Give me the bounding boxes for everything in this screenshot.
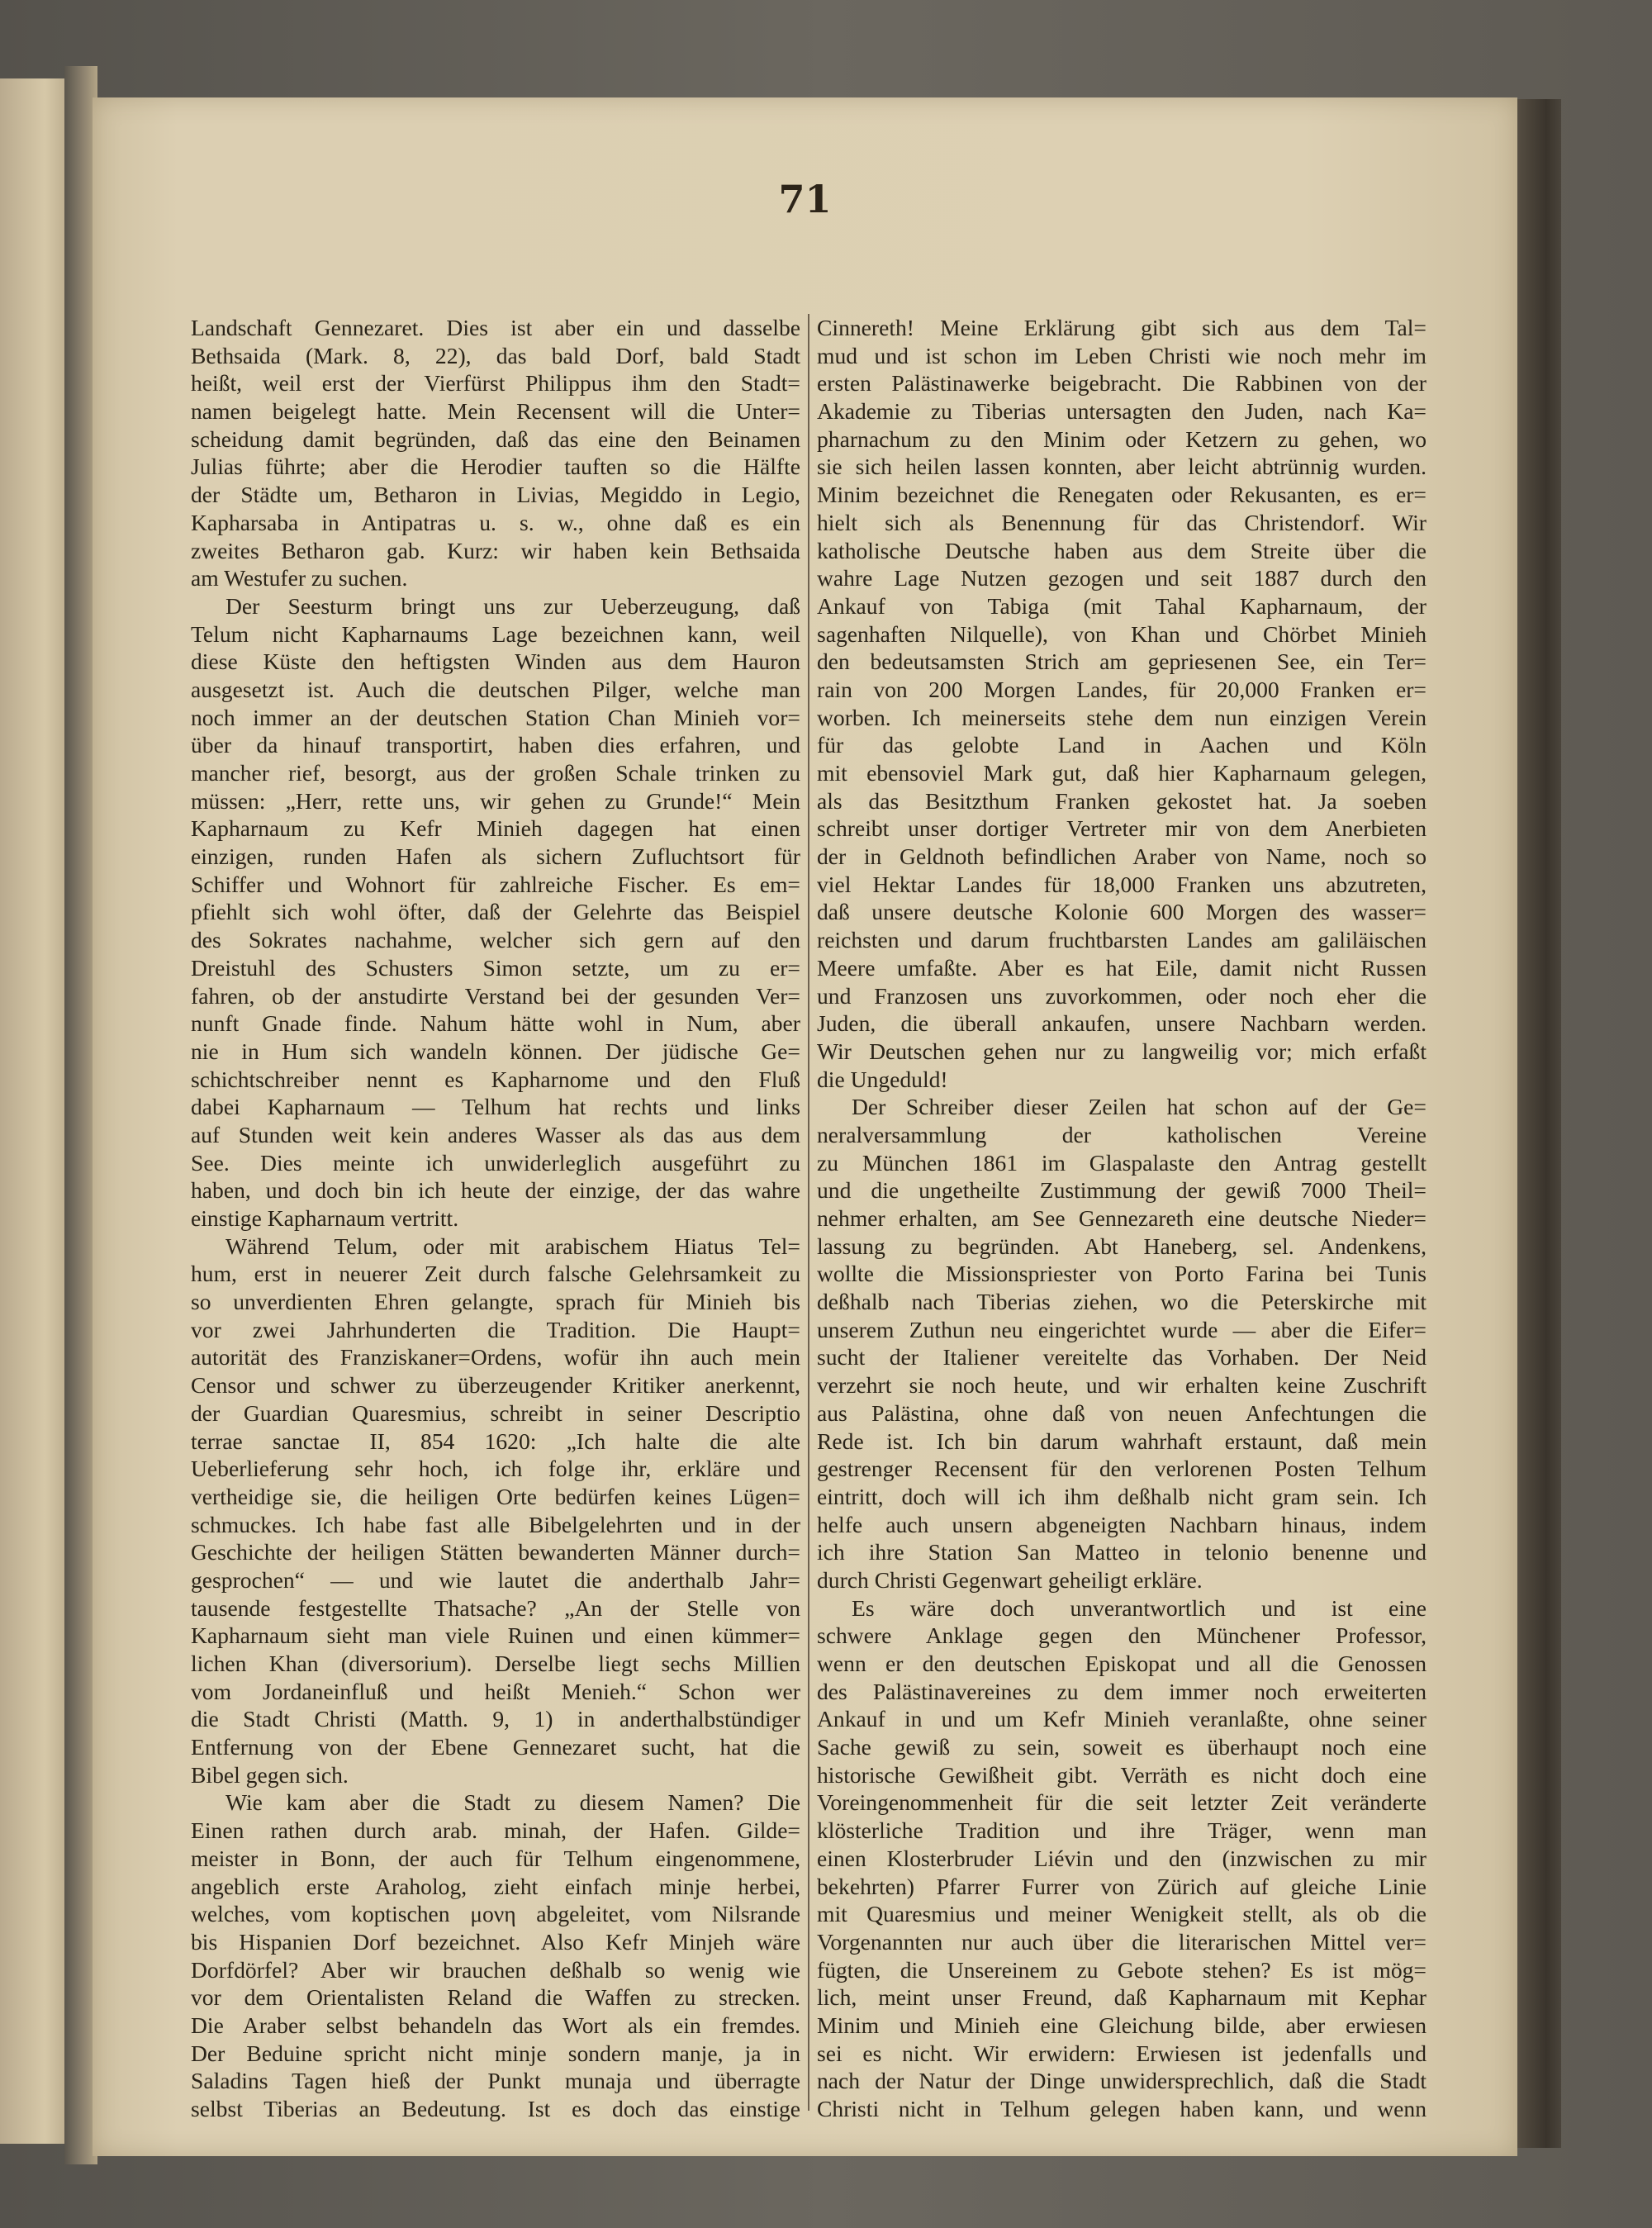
text-line: fügten, die Unsereinem zu Gebote stehen? Es ist mög= — [817, 1956, 1427, 1983]
text-line: bekehrten) Pfarrer Furrer von Zürich auf gleiche Linie — [817, 1873, 1427, 1899]
page-number: 71 — [778, 177, 832, 221]
text-line: vor dem Orientalisten Reland die Waffen zu strecken. — [191, 1984, 800, 2011]
text-column-left — [191, 314, 800, 2148]
text-line: tausende festgestellte Thatsache? „An der Stelle von — [191, 1594, 800, 1621]
text-line: lassung zu begründen. Abt Haneberg, sel. Andenkens, — [817, 1233, 1427, 1259]
text-line: ich ihre Station San Matteo in telonio benenne und — [817, 1539, 1427, 1565]
text-line: sucht der Italiener vereitelte das Vorhaben. Der Neid — [817, 1344, 1427, 1371]
text-line: Schiffer und Wohnort für zahlreiche Fischer. Es em= — [191, 871, 800, 897]
text-line: wollte die Missionspriester von Porto Farina bei Tunis — [817, 1261, 1427, 1287]
book-cover-edge — [1512, 99, 1561, 2148]
text-line: nunft Gnade finde. Nahum hätte wohl in Num, aber — [191, 1010, 800, 1037]
text-line: über da hinauf transportirt, haben dies erfahren, und — [191, 732, 800, 758]
text-line: diese Küste den heftigsten Winden aus dem Hauron — [191, 648, 800, 675]
text-line: heißt, weil erst der Vierfürst Philippus ihm den Stadt= — [191, 370, 800, 397]
text-line: nach der Natur der Dinge unwidersprechlich, daß die Stadt — [817, 2068, 1427, 2094]
text-line: und die ungetheilte Zustimmung der gewiß 7000 Theil= — [817, 1177, 1427, 1204]
text-line: am Westufer zu suchen. — [191, 565, 408, 591]
text-line: ersten Palästinawerke beigebracht. Die Rabbinen von der — [817, 370, 1427, 397]
text-line: Vorgenannten nur auch über die literarischen Mittel ver= — [817, 1928, 1427, 1955]
text-line: noch immer an der deutschen Station Chan Minieh vor= — [191, 704, 800, 730]
text-line: einzigen, runden Hafen als sichern Zufluchtsort für — [191, 843, 800, 870]
text-line: neralversammlung der katholischen Vereine — [817, 1121, 1427, 1147]
text-line: Meere umfaßte. Aber es hat Eile, damit nicht Russen — [817, 954, 1427, 981]
text-line: vertheidige sie, die heiligen Orte bedürfen keines Lügen= — [191, 1483, 800, 1509]
text-line: fahren, ob der anstudirte Verstand bei der gesunden Ver= — [191, 982, 800, 1009]
text-line: aus Palästina, ohne daß von neuen Anfechtungen die — [817, 1399, 1427, 1426]
text-line: mud und ist schon im Leben Christi wie noch mehr im — [817, 342, 1427, 368]
text-line: dabei Kapharnaum — Telhum hat rechts und links — [191, 1094, 800, 1120]
text-line: pfiehlt sich wohl öfter, daß der Gelehrte das Beispiel — [191, 899, 800, 925]
text-line: zweites Betharon gab. Kurz: wir haben kein Bethsaida — [191, 537, 800, 563]
text-line: helfe auch unsern abgeneigten Nachbarn hinaus, indem — [817, 1511, 1427, 1537]
text-line: der in Geldnoth befindlichen Araber von Name, noch so — [817, 843, 1427, 870]
text-line: Censor und schwer zu überzeugender Kritiker anerkennt, — [191, 1372, 800, 1399]
text-line: nie in Hum sich wandeln können. Der jüdische Ge= — [191, 1038, 800, 1064]
text-line: des Sokrates nachahme, welcher sich gern auf den — [191, 927, 800, 953]
text-line: sei es nicht. Wir erwidern: Erwiesen ist jedenfalls und — [817, 2040, 1427, 2066]
text-line: Ankauf von Tabiga (mit Tahal Kapharnaum, der — [817, 592, 1427, 619]
text-line: namen beigelegt hatte. Mein Recensent will die Unter= — [191, 398, 800, 425]
text-line: katholische Deutsche haben aus dem Streite über die — [817, 537, 1427, 563]
text-line: Wie kam aber die Stadt zu diesem Namen? Die — [225, 1789, 800, 1816]
text-line: so unverdienten Ehren gelangte, sprach für Minieh bis — [191, 1289, 800, 1315]
text-line: Juden, die überall ankaufen, unsere Nachbarn werden. — [817, 1010, 1427, 1037]
text-line: Landschaft Gennezaret. Dies ist aber ein und dasselbe — [191, 315, 800, 340]
text-line: schwere Anklage gegen den Münchener Professor, — [817, 1622, 1427, 1649]
text-line: Bibel gegen sich. — [191, 1761, 349, 1788]
text-line: Minim bezeichnet die Renegaten oder Rekusanten, es er= — [817, 482, 1427, 508]
text-line: Entfernung von der Ebene Gennezaret sucht, hat die — [191, 1734, 800, 1760]
text-line: Christi nicht in Telhum gelegen haben kann, und wenn — [817, 2096, 1427, 2121]
text-line: lichen Khan (diversorium). Derselbe liegt sechs Millien — [191, 1651, 800, 1676]
text-line: angeblich erste Araholog, zieht einfach minje herbei, — [191, 1873, 800, 1899]
text-line: rain von 200 Morgen Landes, für 20,000 Franken er= — [817, 676, 1427, 702]
text-line: Dorfdörfel? Aber wir brauchen deßhalb so wenig wie — [191, 1956, 800, 1983]
text-line: Es wäre doch unverantwortlich und ist eine — [852, 1594, 1427, 1621]
text-line: Während Telum, oder mit arabischem Hiatus Tel= — [225, 1233, 800, 1259]
text-line: Kapharnaum sieht man viele Ruinen und einen kümmer= — [191, 1622, 800, 1649]
text-line: Der Schreiber dieser Zeilen hat schon auf der Ge= — [852, 1094, 1427, 1120]
text-line: gestrenger Recensent für den verlorenen Posten Telhum — [817, 1456, 1427, 1482]
text-line: Geschichte der heiligen Stätten bewanderten Männer durch= — [191, 1539, 800, 1565]
text-line: Wir Deutschen gehen nur zu langweilig vor; mich erfaßt — [817, 1038, 1427, 1064]
text-line: die Stadt Christi (Matth. 9, 1) in anderthalbstündiger — [191, 1706, 800, 1732]
text-line: Ankauf in und um Kefr Minieh veranlaßte, ohne seiner — [817, 1706, 1427, 1732]
text-line: klösterliche Tradition und ihre Träger, wenn man — [817, 1817, 1427, 1844]
text-line: pharnachum zu den Minim oder Ketzern zu gehen, wo — [817, 425, 1427, 452]
text-line: eintritt, doch will ich ihm deßhalb nicht gram sein. Ich — [817, 1483, 1427, 1509]
text-line: viel Hektar Landes für 18,000 Franken uns abzutreten, — [817, 871, 1427, 897]
text-line: gesprochen“ — und wie lautet die anderthalb Jahr= — [191, 1566, 800, 1593]
text-line: hielt sich als Benennung für das Christendorf. Wir — [817, 509, 1427, 535]
text-line: historische Gewißheit gibt. Verräth es nicht doch eine — [817, 1761, 1427, 1788]
text-line: nehmer erhalten, am See Gennezareth eine deutsche Nieder= — [817, 1205, 1427, 1231]
text-line: für das gelobte Land in Aachen und Köln — [817, 732, 1427, 758]
text-line: Der Beduine spricht nicht minje sondern manje, ja in — [191, 2040, 800, 2066]
text-line: mancher rief, besorgt, aus der großen Schale trinken zu — [191, 760, 800, 786]
text-line: selbst Tiberias an Bedeutung. Ist es doch das einstige — [191, 2096, 800, 2121]
text-line: Die Araber selbst behandeln das Wort als ein fremdes. — [191, 2012, 800, 2038]
text-line: Akademie zu Tiberias untersagten den Juden, nach Ka= — [817, 398, 1427, 425]
text-line: Saladins Tagen hieß der Punkt munaja und überragte — [191, 2068, 800, 2094]
text-line: Ueberlieferung sehr hoch, ich folge ihr, erkläre und — [191, 1456, 800, 1482]
text-line: scheidung damit begründen, daß das eine den Beinamen — [191, 425, 800, 452]
text-line: zu München 1861 im Glaspalaste den Antrag gestellt — [817, 1149, 1427, 1176]
text-line: schichtschreiber nennt es Kapharnome und den Fluß — [191, 1066, 800, 1092]
text-line: Kapharnaum zu Kefr Minieh dagegen hat einen — [191, 815, 800, 842]
text-line: lich, meint unser Freund, daß Kapharnaum mit Kephar — [817, 1984, 1427, 2011]
text-line: terrae sanctae II, 854 1620: „Ich halte die alte — [191, 1428, 800, 1454]
text-line: und Franzosen uns zuvorkommen, oder noch eher die — [817, 982, 1427, 1009]
text-line: Bethsaida (Mark. 8, 22), das bald Dorf, bald Stadt — [191, 342, 800, 368]
text-line: mit ebensoviel Mark gut, daß hier Kapharnaum gelegen, — [817, 760, 1427, 786]
text-line: Voreingenommenheit für die seit letzter Zeit veränderte — [817, 1789, 1427, 1816]
text-line: der Städte um, Betharon in Livias, Megiddo in Legio, — [191, 482, 800, 508]
text-line: des Palästinavereines zu dem immer noch erweiterten — [817, 1678, 1427, 1704]
text-line: reichsten und darum fruchtbarsten Landes am galiläischen — [817, 927, 1427, 953]
text-line: daß unsere deutsche Kolonie 600 Morgen des wasser= — [817, 899, 1427, 925]
text-line: einen Klosterbruder Liévin und den (inzwischen zu mir — [817, 1845, 1427, 1871]
text-column-right — [817, 314, 1427, 2148]
text-line: Telum nicht Kapharnaums Lage bezeichnen kann, weil — [191, 620, 800, 647]
text-line: auf Stunden weit kein anderes Wasser als das aus dem — [191, 1121, 800, 1147]
column-divider — [808, 314, 809, 2111]
text-line: mit Quaresmius und meiner Wenigkeit stellt, als ob die — [817, 1901, 1427, 1927]
text-line: Julias führte; aber die Herodier tauften so die Hälfte — [191, 454, 800, 480]
text-line: worben. Ich meinerseits stehe dem nun einzigen Verein — [817, 704, 1427, 730]
text-line: Dreistuhl des Schusters Simon setzte, um zu er= — [191, 954, 800, 981]
text-line: unserem Zuthun neu eingerichtet wurde — aber die Eifer= — [817, 1316, 1427, 1342]
text-line: hum, erst in neuerer Zeit durch falsche Gelehrsamkeit zu — [191, 1261, 800, 1287]
text-line: Rede ist. Ich bin darum wahrhaft erstaunt, daß mein — [817, 1428, 1427, 1454]
text-line: See. Dies meinte ich unwiderleglich ausgeführt zu — [191, 1149, 800, 1176]
text-line: wenn er den deutschen Episkopat und all die Genossen — [817, 1651, 1427, 1676]
text-line: sie sich heilen lassen konnten, aber leicht abtrünnig wurden. — [817, 454, 1427, 480]
text-line: schreibt unser dortiger Vertreter mir von dem Anerbieten — [817, 815, 1427, 842]
text-line: deßhalb nach Tiberias ziehen, wo die Peterskirche mit — [817, 1289, 1427, 1315]
text-line: Sache gewiß zu sein, soweit es überhaupt noch eine — [817, 1734, 1427, 1760]
text-line: vor zwei Jahrhunderten die Tradition. Die Haupt= — [191, 1316, 800, 1342]
text-line: der Guardian Quaresmius, schreibt in seiner Descriptio — [191, 1399, 800, 1426]
text-line: Der Seesturm bringt uns zur Ueberzeugung, daß — [225, 592, 800, 619]
text-line: Cinnereth! Meine Erklärung gibt sich aus dem Tal= — [817, 315, 1427, 340]
text-line: vom Jordaneinfluß und heißt Menieh.“ Schon wer — [191, 1678, 800, 1704]
text-line: die Ungeduld! — [817, 1066, 948, 1092]
text-line: sagenhaften Nilquelle), von Khan und Chörbet Minieh — [817, 620, 1427, 647]
text-line: verzehrt sie noch heute, und wir erhalten keine Zuschrift — [817, 1372, 1427, 1399]
text-line: ausgesetzt ist. Auch die deutschen Pilger, welche man — [191, 676, 800, 702]
text-line: als das Besitzthum Franken gekostet hat. Ja soeben — [817, 787, 1427, 814]
text-line: Kapharsaba in Antipatras u. s. w., ohne daß es ein — [191, 509, 800, 535]
text-line: meister in Bonn, der auch für Telhum eingenommene, — [191, 1845, 800, 1871]
text-line: schmuckes. Ich habe fast alle Bibelgelehrten und in der — [191, 1511, 800, 1537]
text-line: bis Hispanien Dorf bezeichnet. Also Kefr Minjeh wäre — [191, 1928, 800, 1955]
book-page — [93, 97, 1517, 2156]
previous-page-edge — [0, 78, 67, 2144]
text-line: autorität des Franziskaner=Ordens, wofür ihn auch mein — [191, 1344, 800, 1371]
text-line: wahre Lage Nutzen gezogen und seit 1887 durch den — [817, 565, 1427, 591]
text-line: welches, vom koptischen μονη abgeleitet, vom Nilsrande — [191, 1901, 800, 1927]
text-line: müssen: „Herr, rette uns, wir gehen zu Grunde!“ Mein — [191, 787, 800, 814]
text-line: einstige Kapharnaum vertritt. — [191, 1205, 459, 1231]
text-line: den bedeutsamsten Strich am gepriesenen See, ein Ter= — [817, 648, 1427, 675]
text-line: durch Christi Gegenwart geheiligt erkläre. — [817, 1566, 1203, 1593]
text-line: haben, und doch bin ich heute der einzige, der das wahre — [191, 1177, 800, 1204]
text-line: Einen rathen durch arab. minah, der Hafen. Gilde= — [191, 1817, 800, 1844]
text-line: Minim und Minieh eine Gleichung bilde, aber erwiesen — [817, 2012, 1427, 2038]
